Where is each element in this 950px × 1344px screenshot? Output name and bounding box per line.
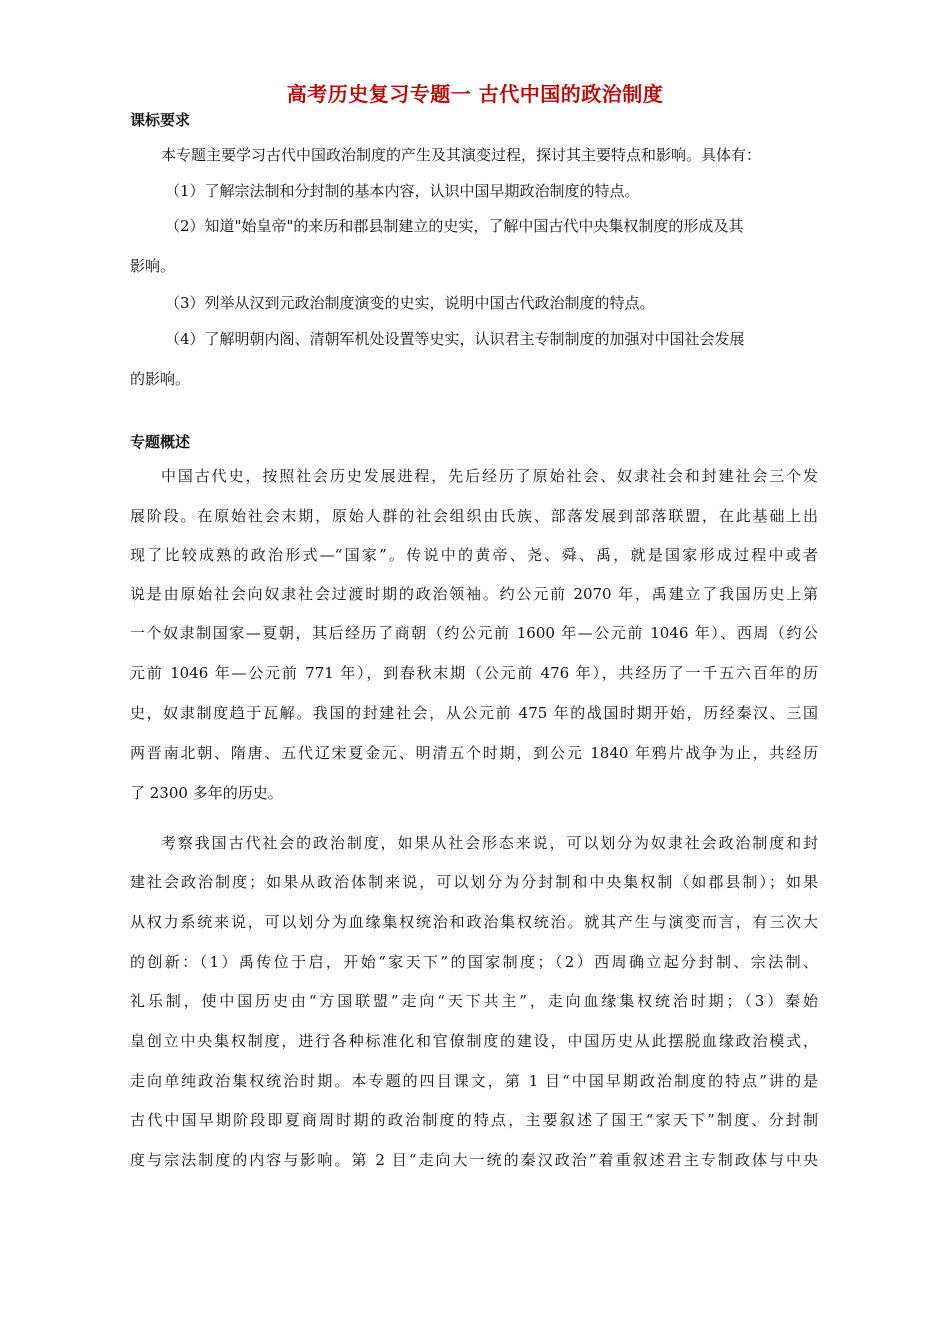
overview-para1-line: 展阶段。在原始社会末期，原始人群的社会组织由氏族、部落发展到部落联盟，在此基础上出 <box>130 507 818 525</box>
curriculum-intro: 本专题主要学习古代中国政治制度的产生及其演变过程，探讨其主要特点和影响。具体有： <box>161 146 762 164</box>
curriculum-item-2-cont: 影响。 <box>130 257 176 275</box>
overview-para1-line: 中国古代史，按照社会历史发展进程，先后经历了原始社会、奴隶社会和封建社会三个发 <box>161 467 818 485</box>
overview-para2-line: 考察我国古代社会的政治制度，如果从社会形态来说，可以划分为奴隶社会政治制度和封 <box>161 834 818 852</box>
section-heading-overview: 专题概述 <box>130 433 191 451</box>
document-title: 高考历史复习专题一 古代中国的政治制度 <box>286 82 664 106</box>
overview-para1-line: 说是由原始社会向奴隶社会过渡时期的政治领袖。约公元前 2070 年，禹建立了我国历史上第 <box>130 585 818 603</box>
curriculum-item-1: （1）了解宗法制和分封制的基本内容，认识中国早期政治制度的特点。 <box>165 182 640 200</box>
overview-para2-line: 皇创立中央集权制度，进行各种标准化和官僚制度的建设，中国历史从此摆脱血缘政治模式， <box>130 1032 818 1050</box>
section-heading-curriculum: 课标要求 <box>130 111 191 129</box>
curriculum-item-4: （4）了解明朝内阁、清朝军机处设置等史实，认识君主专制制度的加强对中国社会发展 <box>165 330 745 348</box>
curriculum-item-2: （2）知道"始皇帝"的来历和郡县制建立的史实，了解中国古代中央集权制度的形成及其 <box>165 217 744 235</box>
overview-para1-line: 史，奴隶制度趋于瓦解。我国的封建社会，从公元前 475 年的战国时期开始，历经秦汉、三国 <box>130 704 818 722</box>
overview-para1-line: 了 2300 多年的历史。 <box>130 784 283 802</box>
overview-para2-line: 建社会政治制度；如果从政治体制来说，可以划分为分封制和中央集权制（如郡县制）；如果 <box>130 873 818 891</box>
overview-para2-line: 古代中国早期阶段即夏商周时期的政治制度的特点，主要叙述了国王“家天下”制度、分封制 <box>130 1111 818 1129</box>
overview-para2-line: 的创新：（1）禹传位于启，开始“家天下”的国家制度；（2）西周确立起分封制、宗法制、 <box>130 953 818 971</box>
curriculum-item-4-cont: 的影响。 <box>130 370 191 388</box>
overview-para1-line: 一个奴隶制国家—夏朝，其后经历了商朝（约公元前 1600 年—公元前 1046 年）、西周（约公 <box>130 624 818 642</box>
overview-para2-line: 礼乐制，使中国历史由“方国联盟”走向“天下共主”，走向血缘集权统治时期；（3）秦始 <box>130 992 818 1010</box>
overview-para2-line: 从权力系统来说，可以划分为血缘集权统治和政治集权统治。就其产生与演变而言，有三次大 <box>130 913 818 931</box>
overview-para2-line: 度与宗法制度的内容与影响。第 2 目“走向大一统的秦汉政治”着重叙述君主专制政体与中央 <box>130 1151 818 1169</box>
overview-para2-line: 走向单纯政治集权统治时期。本专题的四目课文，第 1 目“中国早期政治制度的特点”讲的是 <box>130 1072 818 1090</box>
overview-para1-line: 元前 1046 年—公元前 771 年），到春秋末期（公元前 476 年），共经历了一千五六百年的历 <box>130 664 818 682</box>
overview-para1-line: 现了比较成熟的政治形式—“国家”。传说中的黄帝、尧、舜、禹，就是国家形成过程中或者 <box>130 546 818 564</box>
overview-para1-line: 两晋南北朝、隋唐、五代辽宋夏金元、明清五个时期，到公元 1840 年鸦片战争为止，共经历 <box>130 744 818 762</box>
curriculum-item-3: （3）列举从汉到元政治制度演变的史实，说明中国古代政治制度的特点。 <box>165 294 655 312</box>
